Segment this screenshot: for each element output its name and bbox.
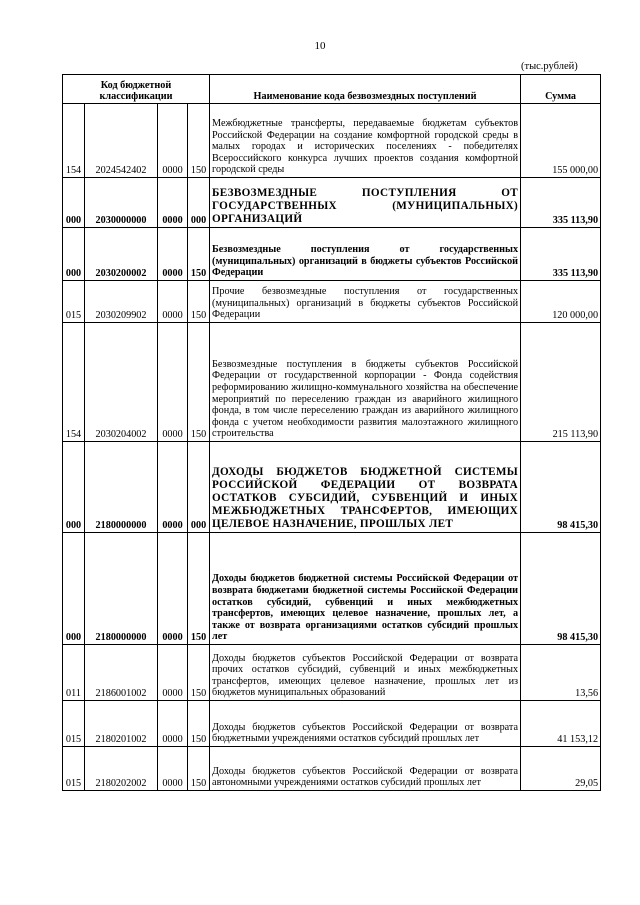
- table-row: [63, 533, 601, 645]
- program-code: 0000: [158, 104, 188, 178]
- revenue-name: Прочие безвозмездные поступления от государственных (муниципальных) организаций в бюджеты субъектов Российской Федерации: [210, 281, 521, 323]
- kosgu-code: 150: [188, 323, 210, 442]
- program-code: 0000: [158, 323, 188, 442]
- program-code: 0000: [158, 533, 188, 645]
- admin-code: 011: [63, 645, 85, 701]
- program-code: 0000: [158, 701, 188, 747]
- header-sum: Сумма: [521, 75, 601, 104]
- revenue-name: Межбюджетные трансферты, передаваемые бюджетам субъектов Российской Федерации на создание комфортной городской среды в малых городах и исторических поселениях - победителях Всероссийского конкурса лучших проектов создания комфортной городской среды: [210, 104, 521, 178]
- revenue-sum: 98 415,30: [521, 442, 601, 533]
- kbk-code: 2024542402: [85, 104, 158, 178]
- program-code: 0000: [158, 281, 188, 323]
- admin-code: 154: [63, 104, 85, 178]
- revenue-sum: 13,56: [521, 645, 601, 701]
- admin-code: 154: [63, 323, 85, 442]
- header-code: Код бюджетной классификации: [63, 75, 210, 104]
- budget-table: [62, 74, 601, 791]
- kosgu-code: 150: [188, 645, 210, 701]
- table-row: [63, 281, 601, 323]
- kosgu-code: 000: [188, 442, 210, 533]
- revenue-sum: 215 113,90: [521, 323, 601, 442]
- revenue-name: Доходы бюджетов субъектов Российской Федерации от возврата автономными учреждениями остатков субсидий прошлых лет: [210, 747, 521, 791]
- kbk-code: 2180000000: [85, 442, 158, 533]
- kosgu-code: 150: [188, 104, 210, 178]
- program-code: 0000: [158, 178, 188, 228]
- program-code: 0000: [158, 645, 188, 701]
- table-row: [63, 104, 601, 178]
- units-label: (тыс.рублей): [521, 61, 578, 72]
- admin-code: 015: [63, 701, 85, 747]
- kosgu-code: 150: [188, 747, 210, 791]
- admin-code: 000: [63, 533, 85, 645]
- admin-code: 000: [63, 228, 85, 281]
- revenue-sum: 98 415,30: [521, 533, 601, 645]
- revenue-sum: 335 113,90: [521, 178, 601, 228]
- revenue-name: Доходы бюджетов бюджетной системы Российской Федерации от возврата бюджетами бюджетной системы Российской Федерации остатков субсидий, субвенций и иных межбюджетных трансфертов, имеющих целевое назначение, прошлых лет, а также от возврата организациями остатков субсидий прошлых лет: [210, 533, 521, 645]
- revenue-name: Безвозмездные поступления в бюджеты субъектов Российской Федерации от государственной корпорации - Фонда содействия реформированию жилищно-коммунального хозяйства на обеспечение мероприятий по переселению граждан из аварийного жилищного фонда, в том числе переселению граждан из аварийного жилищного фонда с учетом необходимости развития малоэтажного жилищного строительства: [210, 323, 521, 442]
- revenue-sum: 41 153,12: [521, 701, 601, 747]
- table-row: [63, 323, 601, 442]
- kbk-code: 2186001002: [85, 645, 158, 701]
- kbk-code: 2030204002: [85, 323, 158, 442]
- kbk-code: 2180000000: [85, 533, 158, 645]
- program-code: 0000: [158, 747, 188, 791]
- revenue-sum: 120 000,00: [521, 281, 601, 323]
- revenue-name: Доходы бюджетов субъектов Российской Федерации от возврата бюджетными учреждениями остатков субсидий прошлых лет: [210, 701, 521, 747]
- revenue-sum: 335 113,90: [521, 228, 601, 281]
- table-row: [63, 701, 601, 747]
- table-row: [63, 442, 601, 533]
- kbk-code: 2030209902: [85, 281, 158, 323]
- kosgu-code: 150: [188, 533, 210, 645]
- table-row: [63, 747, 601, 791]
- program-code: 0000: [158, 228, 188, 281]
- table-row: [63, 178, 601, 228]
- revenue-name: ДОХОДЫ БЮДЖЕТОВ БЮДЖЕТНОЙ СИСТЕМЫ РОССИЙСКОЙ ФЕДЕРАЦИИ ОТ ВОЗВРАТА ОСТАТКОВ СУБСИДИЙ, СУБВЕНЦИЙ И ИНЫХ МЕЖБЮДЖЕТНЫХ ТРАНСФЕРТОВ, ИМЕЮЩИХ ЦЕЛЕВОЕ НАЗНАЧЕНИЕ, ПРОШЛЫХ ЛЕТ: [210, 442, 521, 533]
- header-name: Наименование кода безвозмездных поступлений: [210, 75, 521, 104]
- page-number: 10: [314, 40, 326, 52]
- table-row: [63, 228, 601, 281]
- kbk-code: 2180201002: [85, 701, 158, 747]
- kbk-code: 2030000000: [85, 178, 158, 228]
- revenue-sum: 155 000,00: [521, 104, 601, 178]
- kosgu-code: 150: [188, 701, 210, 747]
- revenue-sum: 29,05: [521, 747, 601, 791]
- admin-code: 000: [63, 442, 85, 533]
- kosgu-code: 150: [188, 281, 210, 323]
- admin-code: 000: [63, 178, 85, 228]
- revenue-name: БЕЗВОЗМЕЗДНЫЕ ПОСТУПЛЕНИЯ ОТ ГОСУДАРСТВЕННЫХ (МУНИЦИПАЛЬНЫХ) ОРГАНИЗАЦИЙ: [210, 178, 521, 228]
- kbk-code: 2180202002: [85, 747, 158, 791]
- table-row: [63, 645, 601, 701]
- kbk-code: 2030200002: [85, 228, 158, 281]
- admin-code: 015: [63, 281, 85, 323]
- revenue-name: Доходы бюджетов субъектов Российской Федерации от возврата прочих остатков субсидий, субвенций и иных межбюджетных трансфертов, имеющих целевое назначение, прошлых лет из бюджетов муниципальных образований: [210, 645, 521, 701]
- kosgu-code: 000: [188, 178, 210, 228]
- program-code: 0000: [158, 442, 188, 533]
- kosgu-code: 150: [188, 228, 210, 281]
- admin-code: 015: [63, 747, 85, 791]
- revenue-name: Безвозмездные поступления от государственных (муниципальных) организаций в бюджеты субъектов Российской Федерации: [210, 228, 521, 281]
